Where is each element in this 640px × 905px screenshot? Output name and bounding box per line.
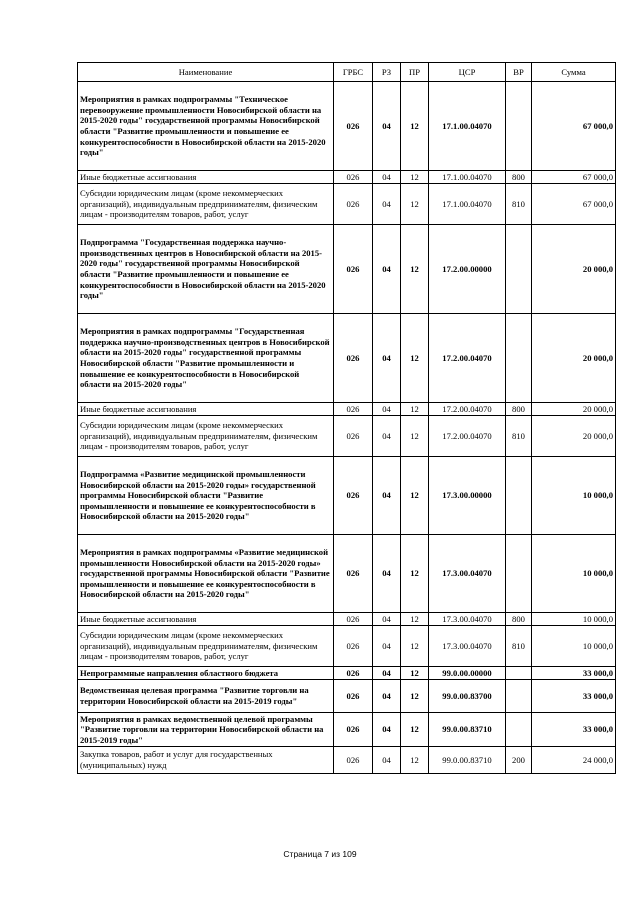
cell-rz: 04: [373, 626, 401, 667]
cell-grbs: 026: [334, 713, 373, 747]
cell-pr: 12: [401, 613, 429, 626]
table-row: [78, 626, 616, 667]
cell-pr: 12: [401, 184, 429, 225]
cell-vr: 200: [506, 747, 532, 774]
table-row: [78, 416, 616, 457]
cell-name: Непрограммные направления областного бюджета: [78, 667, 334, 680]
cell-sum: 20 000,0: [532, 225, 616, 314]
cell-sum: 10 000,0: [532, 535, 616, 613]
cell-name: Субсидии юридическим лицам (кроме некоммерческих организаций), индивидуальным предпринимателям, физическим лицам - производителям товаров, работ, услуг: [78, 184, 334, 225]
cell-csr: 17.2.00.04070: [429, 403, 506, 416]
cell-grbs: 026: [334, 613, 373, 626]
cell-csr: 99.0.00.83710: [429, 747, 506, 774]
table-row: [78, 747, 616, 774]
cell-csr: 17.3.00.00000: [429, 457, 506, 535]
table-row: [78, 613, 616, 626]
cell-pr: 12: [401, 82, 429, 171]
cell-sum: 10 000,0: [532, 457, 616, 535]
cell-name: Закупка товаров, работ и услуг для государственных (муниципальных) нужд: [78, 747, 334, 774]
cell-grbs: 026: [334, 626, 373, 667]
cell-csr: 17.3.00.04070: [429, 535, 506, 613]
cell-grbs: 026: [334, 457, 373, 535]
cell-pr: 12: [401, 680, 429, 713]
header-sum: Сумма: [532, 63, 616, 82]
cell-grbs: 026: [334, 416, 373, 457]
cell-sum: 67 000,0: [532, 82, 616, 171]
cell-rz: 04: [373, 184, 401, 225]
table-row: [78, 535, 616, 613]
table-row: [78, 82, 616, 171]
cell-rz: 04: [373, 747, 401, 774]
header-grbs: ГРБС: [334, 63, 373, 82]
table-row: [78, 171, 616, 184]
table-row: [78, 184, 616, 225]
cell-pr: 12: [401, 626, 429, 667]
cell-vr: 800: [506, 403, 532, 416]
cell-grbs: 026: [334, 225, 373, 314]
cell-rz: 04: [373, 314, 401, 403]
table-row: [78, 225, 616, 314]
cell-sum: 33 000,0: [532, 680, 616, 713]
table-row: [78, 314, 616, 403]
cell-name: Иные бюджетные ассигнования: [78, 613, 334, 626]
cell-rz: 04: [373, 171, 401, 184]
table-row: [78, 457, 616, 535]
cell-rz: 04: [373, 535, 401, 613]
cell-sum: 10 000,0: [532, 613, 616, 626]
cell-rz: 04: [373, 680, 401, 713]
cell-sum: 67 000,0: [532, 184, 616, 225]
page-number: Страница 7 из 109: [283, 849, 357, 859]
cell-name: Субсидии юридическим лицам (кроме некоммерческих организаций), индивидуальным предпринимателям, физическим лицам - производителям товаров, работ, услуг: [78, 416, 334, 457]
table-row: [78, 713, 616, 747]
cell-pr: 12: [401, 225, 429, 314]
cell-grbs: 026: [334, 747, 373, 774]
cell-grbs: 026: [334, 82, 373, 171]
cell-vr: 810: [506, 626, 532, 667]
table-row: [78, 667, 616, 680]
cell-csr: 17.1.00.04070: [429, 171, 506, 184]
header-rz: РЗ: [373, 63, 401, 82]
cell-vr: [506, 667, 532, 680]
cell-name: Подпрограмма "Государственная поддержка научно-производственных центров в Новосибирской области на 2015-2020 годы" государственной программы Новосибирской области "Развитие промышленности и повышение ее конкурентоспособности в Новосибирской области на 2015-2020 годы": [78, 225, 334, 314]
cell-pr: 12: [401, 457, 429, 535]
cell-vr: 810: [506, 416, 532, 457]
cell-csr: 99.0.00.83710: [429, 713, 506, 747]
cell-rz: 04: [373, 225, 401, 314]
cell-rz: 04: [373, 403, 401, 416]
cell-csr: 17.3.00.04070: [429, 613, 506, 626]
cell-name: Иные бюджетные ассигнования: [78, 171, 334, 184]
cell-vr: [506, 713, 532, 747]
cell-grbs: 026: [334, 667, 373, 680]
cell-rz: 04: [373, 457, 401, 535]
cell-rz: 04: [373, 613, 401, 626]
cell-pr: 12: [401, 314, 429, 403]
cell-sum: 20 000,0: [532, 416, 616, 457]
table-header-row: [78, 63, 616, 82]
budget-table: [77, 62, 616, 774]
header-csr: ЦСР: [429, 63, 506, 82]
cell-vr: [506, 314, 532, 403]
header-pr: ПР: [401, 63, 429, 82]
cell-name: Мероприятия в рамках подпрограммы "Техническое перевооружение промышленности Новосибирской области на 2015-2020 годы" государственной программы Новосибирской области "Развитие промышленности и повышение ее конкурентоспособности в Новосибирской области на 2015-2020 годы": [78, 82, 334, 171]
cell-csr: 17.3.00.04070: [429, 626, 506, 667]
cell-rz: 04: [373, 416, 401, 457]
cell-vr: [506, 457, 532, 535]
cell-vr: [506, 680, 532, 713]
cell-sum: 33 000,0: [532, 667, 616, 680]
cell-name: Субсидии юридическим лицам (кроме некоммерческих организаций), индивидуальным предпринимателям, физическим лицам - производителям товаров, работ, услуг: [78, 626, 334, 667]
cell-csr: 17.2.00.04070: [429, 416, 506, 457]
cell-csr: 17.1.00.04070: [429, 184, 506, 225]
cell-sum: 20 000,0: [532, 314, 616, 403]
cell-sum: 33 000,0: [532, 713, 616, 747]
cell-sum: 24 000,0: [532, 747, 616, 774]
cell-name: Мероприятия в рамках ведомственной целевой программы "Развитие торговли на территории Новосибирской области на 2015-2019 годы": [78, 713, 334, 747]
cell-csr: 99.0.00.83700: [429, 680, 506, 713]
cell-vr: 800: [506, 171, 532, 184]
cell-pr: 12: [401, 667, 429, 680]
cell-grbs: 026: [334, 680, 373, 713]
cell-vr: 800: [506, 613, 532, 626]
cell-grbs: 026: [334, 403, 373, 416]
cell-csr: 17.1.00.04070: [429, 82, 506, 171]
cell-vr: [506, 225, 532, 314]
cell-vr: [506, 535, 532, 613]
cell-pr: 12: [401, 171, 429, 184]
cell-grbs: 026: [334, 171, 373, 184]
cell-name: Иные бюджетные ассигнования: [78, 403, 334, 416]
cell-csr: 99.0.00.00000: [429, 667, 506, 680]
cell-csr: 17.2.00.00000: [429, 225, 506, 314]
cell-name: Подпрограмма «Развитие медицинской промышленности Новосибирской области на 2015-2020 годы» государственной программы Новосибирской области "Развитие промышленности и повышение ее конкурентоспособности в Новосибирской области на 2015-2020 годы": [78, 457, 334, 535]
header-vr: ВР: [506, 63, 532, 82]
cell-rz: 04: [373, 82, 401, 171]
cell-grbs: 026: [334, 184, 373, 225]
cell-name: Мероприятия в рамках подпрограммы "Государственная поддержка научно-производственных центров в Новосибирской области на 2015-2020 годы" государственной программы Новосибирской области "Развитие промышленности и повышение ее конкурентоспособности в Новосибирской области на 2015-2020 годы": [78, 314, 334, 403]
cell-grbs: 026: [334, 535, 373, 613]
cell-pr: 12: [401, 535, 429, 613]
cell-pr: 12: [401, 747, 429, 774]
header-name: Наименование: [78, 63, 334, 82]
cell-pr: 12: [401, 403, 429, 416]
cell-csr: 17.2.00.04070: [429, 314, 506, 403]
cell-rz: 04: [373, 667, 401, 680]
table-row: [78, 680, 616, 713]
cell-name: Ведомственная целевая программа "Развитие торговли на территории Новосибирской области на 2015-2019 годы": [78, 680, 334, 713]
cell-grbs: 026: [334, 314, 373, 403]
cell-sum: 20 000,0: [532, 403, 616, 416]
cell-vr: 810: [506, 184, 532, 225]
cell-sum: 67 000,0: [532, 171, 616, 184]
cell-sum: 10 000,0: [532, 626, 616, 667]
table-row: [78, 403, 616, 416]
cell-rz: 04: [373, 713, 401, 747]
cell-pr: 12: [401, 713, 429, 747]
cell-vr: [506, 82, 532, 171]
cell-name: Мероприятия в рамках подпрограммы «Развитие медицинской промышленности Новосибирской области на 2015-2020 годы» государственной программы Новосибирской области "Развитие промышленности и повышение ее конкурентоспособности в Новосибирской области на 2015-2020 годы": [78, 535, 334, 613]
cell-pr: 12: [401, 416, 429, 457]
